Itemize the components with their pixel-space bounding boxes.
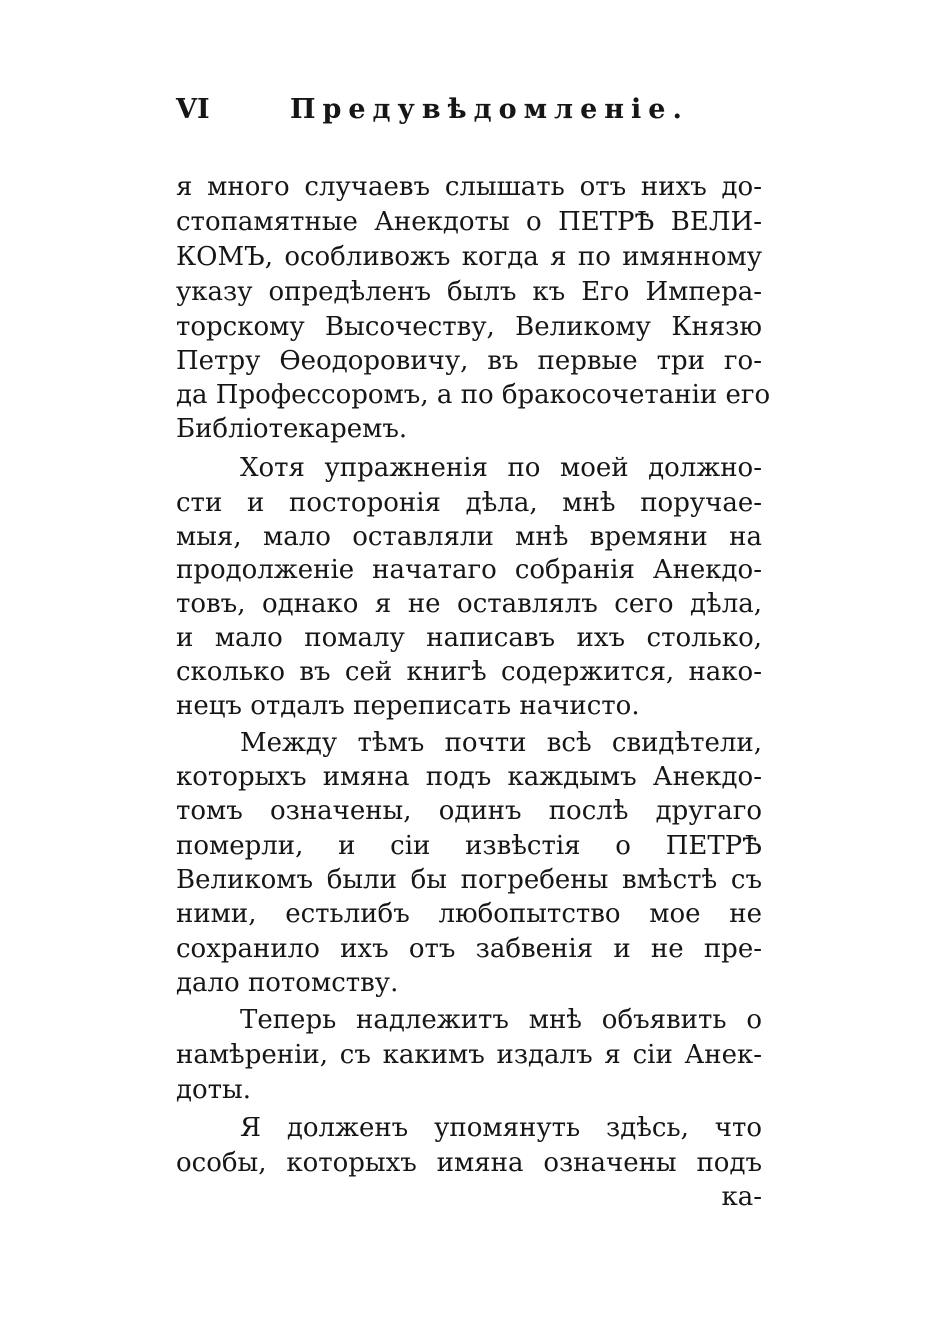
- text-line: товъ, однако я не оставлялъ сего дѣла,: [176, 589, 762, 619]
- text-line: ними, естьлибъ любопытство мое не: [176, 899, 762, 929]
- text-line: продолженіе начатаго собранія Анекдо-: [176, 555, 762, 585]
- text-line: томъ означены, одинъ послѣ другаго: [176, 796, 762, 826]
- text-line: КОМЪ, особливожъ когда я по имянному: [176, 242, 762, 272]
- text-line: сохранило ихъ отъ забвенія и не пре-: [176, 934, 762, 964]
- text-line: которыхъ имяна подъ каждымъ Анекдо-: [176, 762, 762, 792]
- text-line: Библіотекаремъ.: [176, 414, 408, 444]
- text-line: сколько въ сей книгѣ содержится, нако-: [176, 657, 762, 687]
- text-line: доты.: [176, 1075, 252, 1105]
- text-line: особы, которыхъ имяна означены подъ: [176, 1148, 762, 1178]
- text-line: Великомъ были бы погребены вмѣстѣ съ: [176, 865, 762, 895]
- text-line: сти и посторонія дѣла, мнѣ поручае-: [176, 488, 762, 518]
- text-line: Я долженъ упомянуть здѣсь, что: [240, 1113, 762, 1143]
- text-line: указу опредѣленъ былъ къ Его Импера-: [176, 277, 762, 307]
- text-line: Хотя упражненія по моей должно-: [240, 453, 762, 483]
- page-header: [176, 88, 776, 138]
- catchword: ка-: [721, 1182, 762, 1212]
- text-line: стопамятные Анекдоты о ПЕТРѢ ВЕЛИ-: [176, 207, 762, 237]
- text-line: нецъ отдалъ переписать начисто.: [176, 691, 640, 721]
- text-line: мыя, мало оставляли мнѣ времяни на: [176, 522, 762, 552]
- text-line: намѣреніи, съ какимъ издалъ я сіи Анек-: [176, 1040, 762, 1070]
- running-title: Предувѣдомленіе.: [290, 94, 689, 125]
- text-line: Петру Ѳеодоровичу, въ первые три го-: [176, 346, 762, 376]
- text-line: Теперь надлежитъ мнѣ объявить о: [240, 1005, 762, 1035]
- text-line: Между тѣмъ почти всѣ свидѣтели,: [240, 728, 762, 758]
- text-line: дало потомству.: [176, 968, 399, 998]
- page-number: VI: [176, 94, 210, 125]
- text-line: я много случаевъ слышать отъ нихъ до-: [176, 172, 762, 202]
- text-line: торскому Высочеству, Великому Князю: [176, 312, 762, 342]
- text-line: померли, и сіи извѣстія о ПЕТРѢ: [176, 831, 762, 861]
- text-line: да Профессоромъ, а по бракосочетаніи его: [176, 380, 771, 410]
- text-line: и мало помалу написавъ ихъ столько,: [176, 623, 762, 653]
